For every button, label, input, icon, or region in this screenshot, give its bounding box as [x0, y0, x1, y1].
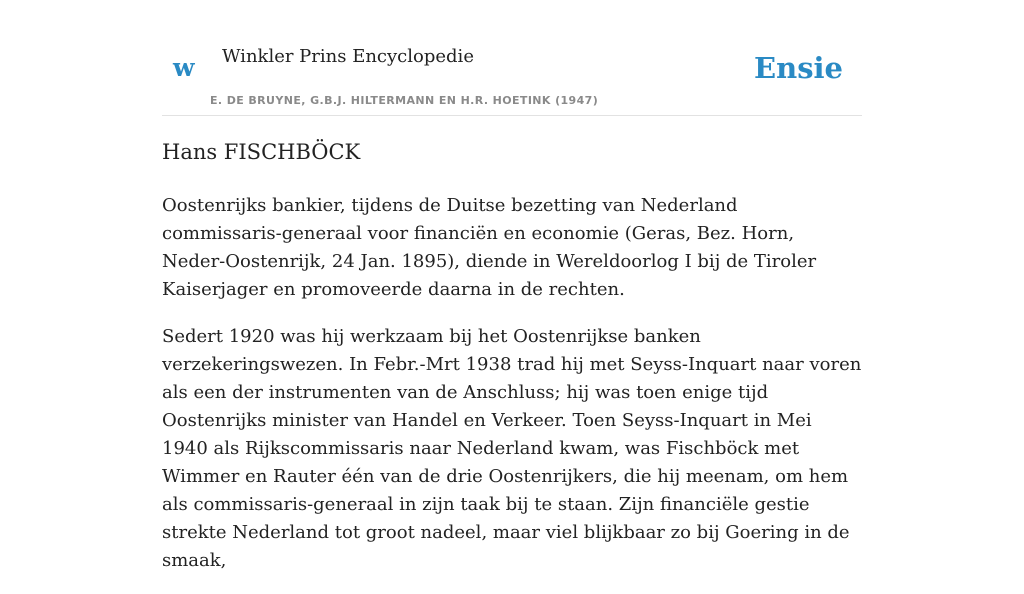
site-header: [162, 0, 862, 116]
publication-title[interactable]: Winkler Prins Encyclopedie: [222, 46, 474, 67]
winkler-prins-logo[interactable]: w: [173, 53, 195, 82]
page-container: [162, 0, 862, 571]
publication-authors: E. DE BRUYNE, G.B.J. HILTERMANN EN H.R. HOETINK (1947): [210, 94, 599, 107]
entry-paragraph: Sedert 1920 was hij werkzaam bij het Oostenrijkse banken verzekeringswezen. In Febr.-Mrt 1938 trad hij met Seyss-Inquart naar voren als een der instrumenten van de Anschluss; hij was toen enige tijd Oostenrijks minister van Handel en Verkeer. Toen Seyss-Inquart in Mei 1940 als Rijkscommissaris naar Nederland kwam, was Fischböck met Wimmer en Rauter één van de drie Oostenrijkers, die hij meenam, om hem als commissaris-generaal in zijn taak bij te staan. Zijn financiële gestie strekte Nederland tot groot nadeel, maar viel blijkbaar zo bij Goering in de smaak,: [162, 326, 862, 571]
entry-body: [162, 192, 862, 594]
entry-title: Hans FISCHBÖCK: [162, 140, 361, 164]
entry-paragraph: Oostenrijks bankier, tijdens de Duitse bezetting van Nederland commissaris-generaal voor financiën en economie (Geras, Bez. Horn, Neder-Oostenrijk, 24 Jan. 1895), diende in Wereldoorlog I bij de Tiroler Kaiserjager en promoveerde daarna in de rechten.: [162, 195, 817, 300]
ensie-logo[interactable]: Ensie: [754, 51, 843, 85]
